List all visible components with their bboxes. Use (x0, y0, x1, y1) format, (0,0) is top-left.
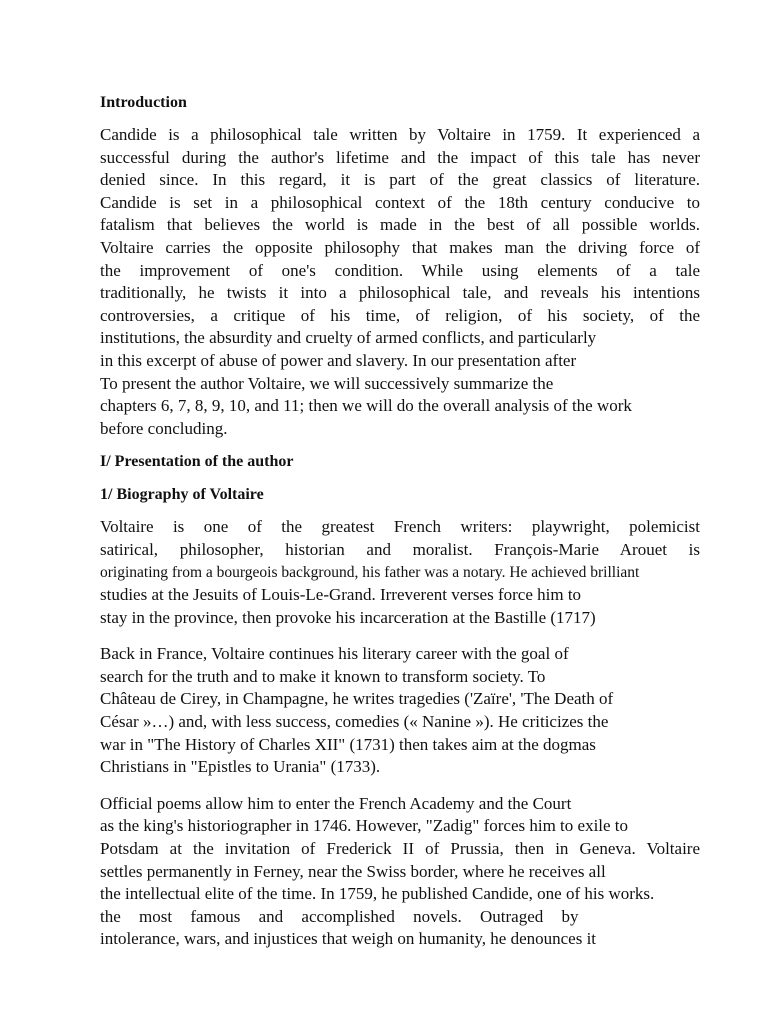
text-line: fatalism that believes the world is made in the best of all possible worlds. (100, 215, 700, 235)
text-line: denied since. In this regard, it is part of the great classics of literature. (100, 170, 700, 190)
heading-section-1: I/ Presentation of the author (100, 453, 294, 471)
text-line: César »…) and, with less success, comedies (« Nanine »). He criticizes the (100, 712, 609, 732)
paragraph-biography-3 (100, 793, 700, 951)
document-page (100, 92, 700, 951)
text-line: studies at the Jesuits of Louis-Le-Grand. Irreverent verses force him to (100, 585, 582, 605)
text-line: Potsdam at the invitation of Frederick II of Prussia, then in Geneva. Voltaire (100, 839, 700, 859)
text-line: Candide is a philosophical tale written by Voltaire in 1759. It experienced a (100, 125, 700, 144)
paragraph-biography-1 (100, 516, 700, 629)
text-line: as the king's historiographer in 1746. However, "Zadig" forces him to exile to (100, 816, 629, 836)
text-line: originating from a bourgeois background, his father was a notary. He achieved brilliant (100, 563, 640, 581)
text-line: the improvement of one's condition. While using elements of a tale (100, 260, 700, 280)
text-line: Candide is set in a philosophical context of the 18th century conducive to (100, 192, 700, 212)
text-line: before concluding. (100, 418, 228, 438)
text-line: in this excerpt of abuse of power and slavery. In our presentation after (100, 350, 577, 370)
text-line: Back in France, Voltaire continues his literary career with the goal of (100, 644, 569, 664)
heading-subsection-1: 1/ Biography of Voltaire (100, 486, 264, 504)
paragraph-introduction (100, 124, 700, 440)
text-line: Voltaire is one of the greatest French writers: playwright, polemicist (100, 517, 700, 537)
text-line: Christians in "Epistles to Urania" (1733). (100, 757, 381, 777)
text-line: Official poems allow him to enter the French Academy and the Court (100, 793, 572, 813)
text-line: search for the truth and to make it known to transform society. To (100, 666, 546, 686)
text-line: controversies, a critique of his time, of religion, of his society, of the (100, 305, 700, 325)
text-line: institutions, the absurdity and cruelty of armed conflicts, and particularly (100, 328, 597, 348)
text-line: stay in the province, then provoke his incarceration at the Bastille (1717) (100, 607, 596, 627)
text-line: intolerance, wars, and injustices that weigh on humanity, he denounces it (100, 929, 597, 949)
text-line: the intellectual elite of the time. In 1759, he published Candide, one of his works. (100, 884, 655, 904)
text-line: war in "The History of Charles XII" (1731) then takes aim at the dogmas (100, 734, 596, 754)
paragraph-biography-2 (100, 643, 700, 779)
text-line: successful during the author's lifetime and the impact of this tale has never (100, 147, 700, 167)
text-line: chapters 6, 7, 8, 9, 10, and 11; then we will do the overall analysis of the work (100, 396, 632, 416)
text-line: the most famous and accomplished novels. Outraged by (100, 906, 579, 926)
text-line: Voltaire carries the opposite philosophy that makes man the driving force of (100, 237, 700, 257)
text-line: traditionally, he twists it into a philosophical tale, and reveals his intentions (100, 283, 700, 303)
text-line: To present the author Voltaire, we will successively summarize the (100, 373, 554, 393)
text-line: settles permanently in Ferney, near the Swiss border, where he receives all (100, 861, 606, 881)
heading-introduction: Introduction (100, 94, 187, 111)
text-line: satirical, philosopher, historian and moralist. François-Marie Arouet is (100, 539, 700, 559)
text-line: Château de Cirey, in Champagne, he writes tragedies ('Zaïre', 'The Death of (100, 689, 614, 709)
